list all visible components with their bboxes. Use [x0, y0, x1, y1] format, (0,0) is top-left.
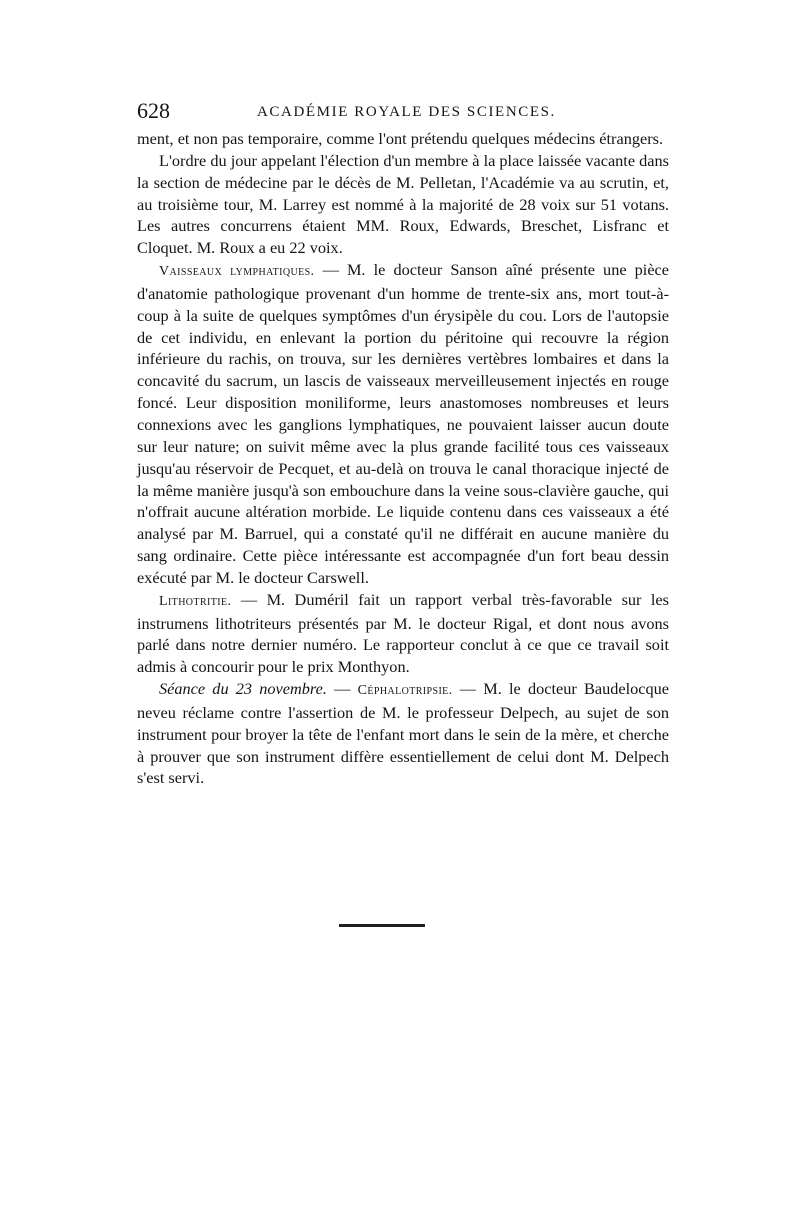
paragraph-lithotritie	[137, 589, 669, 678]
book-page	[137, 96, 669, 789]
dash-separator: —	[326, 679, 358, 699]
paragraph-vaisseaux-text: — M. le docteur Sanson aîné présente une pièce d'anatomie pathologique provenant d'un homme de trente-six ans, mort tout-à-coup à la suite de quelques symptômes d'un érysipèle du cou. Lors de l'autopsie de cet individu, en enlevant la portion du péritoine qui recouvre la région inférieure du rachis, on trouva, sur les dernières vertèbres lombaires et dans la concavité du sacrum, un lascis de vaisseaux merveilleusement injectés en rouge foncé. Leur disposition moniliforme, leurs anastomoses nombreuses et leurs connexions avec les ganglions lymphatiques, ne pouvaient laisser aucun doute sur leur nature; on suivit même avec la plus grande facilité tous ces vaisseaux jusqu'au réservoir de Pecquet, et au-delà on trouva le canal thoracique injecté de la même manière jusqu'à son embouchure dans la veine sous-clavière gauche, qui n'offrait aucune altération morbide. Le liquide contenu dans ces vaisseaux a été analysé par M. Barruel, qui a constaté qu'il ne différait en aucune manière du sang ordinaire. Cette pièce intéressante est accompagnée d'un fort beau dessin exécuté par M. le docteur Carswell.	[137, 260, 670, 587]
paragraph-lithotritie-text: — M. Duméril fait un rapport verbal très-favorable sur les instrumens lithotriteurs présentés par M. le docteur Rigal, et dont nous avons parlé dans notre dernier numéro. Le rapporteur conclut à ce que ce travail soit admis à concourir pour le prix Monthyon.	[137, 589, 669, 677]
page-number: 628	[137, 98, 170, 123]
page-header	[137, 96, 669, 126]
session-date: Séance du 23 novembre.	[159, 679, 327, 699]
section-heading-lithotritie: Lithotritie.	[159, 593, 232, 609]
paragraph-cephalotripsie-text: — M. le docteur Baudelocque neveu réclame contre l'assertion de M. le professeur Delpech, au sujet de son instrument pour broyer la tête de l'enfant mort dans le sein de la mère, et cherche à prouver que son instrument diffère essentiellement de celui dont M. Delpech s'est servi.	[137, 679, 669, 788]
paragraph-election: L'ordre du jour appelant l'élection d'un membre à la place laissée vacante dans la section de médecine par le décès de M. Pelletan, l'Académie va au scrutin, et, au troisième tour, M. Larrey est nommé à la majorité de 28 voix sur 51 votans. Les autres concurrens étaient MM. Roux, Edwards, Breschet, Lisfranc et Cloquet. M. Roux a eu 22 voix.	[137, 150, 669, 258]
paragraph-vaisseaux-lymphatiques	[137, 259, 669, 589]
paragraph-cephalotripsie	[137, 678, 669, 789]
section-heading-vaisseaux: Vaisseaux lymphatiques.	[159, 264, 315, 280]
body-text	[137, 128, 669, 789]
closing-rule	[339, 924, 425, 927]
running-title: ACADÉMIE ROYALE DES SCIENCES.	[257, 104, 556, 120]
paragraph-continuation: ment, et non pas temporaire, comme l'ont prétendu quelques médecins étrangers.	[137, 129, 664, 148]
section-heading-cephalotripsie: Céphalotripsie.	[357, 683, 453, 699]
